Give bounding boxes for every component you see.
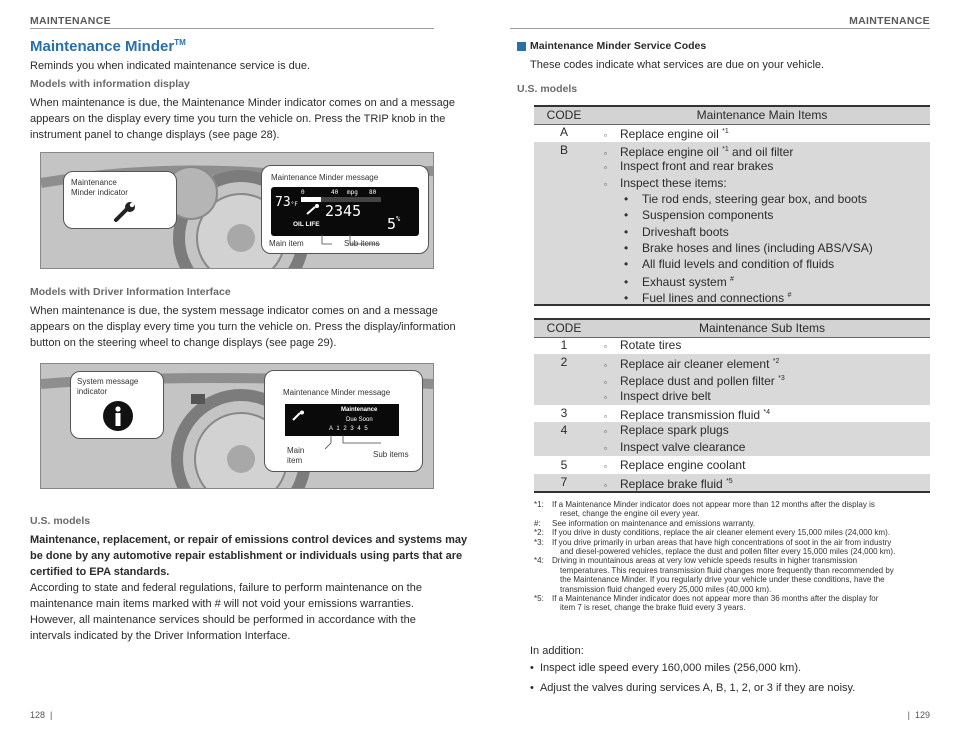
main-item-label: Main item <box>269 239 304 248</box>
regulations-paragraph: According to state and federal regulations, failure to perform maintenance on the maintenance main items marked with # will not void your emissions warranties. However, all maintenance services should be performed in accordance with the intervals indicated by the Driver Information Interface. <box>30 582 422 642</box>
wrench-icon <box>112 202 138 224</box>
maintenance-minder-message-callout <box>261 165 429 254</box>
main-table-col-items: Maintenance Main Items <box>696 108 828 122</box>
list-item: • Suspension components <box>624 208 774 222</box>
system-indicator-label: System message indicator <box>77 377 139 396</box>
maintenance-minder-indicator-callout <box>63 171 177 229</box>
maintenance-minder-message-callout-2 <box>264 370 423 472</box>
row-code: 2 <box>560 355 568 369</box>
list-item: ▫ Replace engine oil $^{*1}$ and oil filter <box>604 145 794 159</box>
list-item: ▫ Replace dust and pollen filter $^{*3}$ <box>604 374 785 388</box>
list-item: ▫ Replace brake fluid $^{*5}$ <box>604 477 733 491</box>
message-label-2: Maintenance Minder message <box>283 388 391 397</box>
right-header-rule <box>510 28 930 29</box>
left-header-rule <box>30 28 434 29</box>
odometer-readout: 2345 <box>325 202 362 220</box>
scale-left: 0 <box>301 189 305 196</box>
info-icon <box>102 400 134 432</box>
sub-table-col-code: CODE <box>546 321 582 335</box>
message-label: Maintenance Minder message <box>271 173 379 182</box>
row-code: 1 <box>560 338 568 352</box>
list-item: ▫ Inspect drive belt <box>604 389 711 403</box>
display-status: Due Soon <box>346 417 373 423</box>
footnote: *2: If you drive in dusty conditions, replace the air cleaner element every 15,000 miles (24,000 km). <box>534 528 890 538</box>
subheading-driver-info: Models with Driver Information Interface <box>30 286 231 298</box>
footnote: *1: If a Maintenance Minder indicator does not appear more than 12 months after the display is reset, change the engine oil every year. <box>534 500 875 519</box>
paragraph-driver-info: When maintenance is due, the system message indicator comes on and a message appears on the display every time you turn the vehicle on. Press the display/information button on the steering wheel to change displays (see page 29). <box>30 305 456 349</box>
oil-life-label: OIL LIFE <box>293 221 320 228</box>
emissions-paragraph: Maintenance, replacement, or repair of emissions control devices and systems may be done by any automotive repair establishment or individuals using parts that are certified to EPA standards. <box>30 534 468 578</box>
wrench-small-icon <box>305 204 321 216</box>
dashboard-figure-1 <box>40 152 434 269</box>
list-item: ▫ Rotate tires <box>604 338 682 352</box>
paragraph-info-display: When maintenance is due, the Maintenance Minder indicator comes on and a message appears on the display every time you turn the vehicle on. Press the TRIP knob in the instrument panel to change displays (see page 28). <box>30 97 455 141</box>
main-table-col-code: CODE <box>546 108 582 122</box>
scale-unit: mpg <box>347 189 358 196</box>
driver-info-screen <box>285 404 399 436</box>
subheading-us-models-right: U.S. models <box>517 83 578 95</box>
list-item: • Inspect idle speed every 160,000 miles (256,000 km). <box>530 662 802 674</box>
row-code: 4 <box>560 423 568 437</box>
oil-life-percent: 5% <box>387 215 401 233</box>
section-square-icon <box>517 42 526 51</box>
table-row <box>534 354 930 405</box>
in-addition-label: In addition: <box>530 645 584 657</box>
footnote: *3: If you drive primarily in urban areas that have high concentrations of soot in the air from industry and diesel-powered vehicles, replace the dust and pollen filter every 15,000 miles (24,000 km). <box>534 537 896 557</box>
in-addition-list <box>530 660 855 696</box>
section-description: These codes indicate what services are due on your vehicle. <box>530 59 825 71</box>
list-item: ▫ Replace air cleaner element $^{*2}$ <box>604 357 780 371</box>
page-title: Maintenance Minder™ <box>30 38 186 55</box>
right-header: MAINTENANCE <box>849 15 930 27</box>
sub-table-header <box>534 318 930 338</box>
table-row <box>534 337 930 354</box>
table-row <box>534 474 930 493</box>
system-message-indicator-callout <box>70 371 164 439</box>
indicator-label: Maintenance Minder indicator <box>71 178 128 197</box>
list-item: ▫ Inspect valve clearance <box>604 440 746 454</box>
list-item: ▫ Replace spark plugs <box>604 423 729 437</box>
section-title: Maintenance Minder Service Codes <box>530 40 707 52</box>
left-header: MAINTENANCE <box>30 15 111 27</box>
right-page-number: | 129 <box>907 710 930 720</box>
row-code: 7 <box>560 475 568 489</box>
list-item: • Brake hoses and lines (including ABS/VSA) <box>624 241 873 255</box>
main-table-header <box>534 105 930 125</box>
sub-table-col-items: Maintenance Sub Items <box>698 321 826 335</box>
list-item: ▫ Inspect these items: <box>604 176 727 190</box>
table-row <box>534 422 930 456</box>
row-code: 3 <box>560 406 568 420</box>
row-code: 5 <box>560 458 568 472</box>
temperature-readout: 73°F <box>275 195 298 210</box>
list-item: ▫ Replace engine oil $^{*1}$ <box>604 127 729 141</box>
footnote: *5: If a Maintenance Minder indicator does not appear more than 36 months after the display for item 7 is reset, change the brake fluid every 3 years. <box>534 594 879 613</box>
table-row <box>534 405 930 422</box>
row-code: A <box>559 125 568 139</box>
list-item: • All fluid levels and condition of fluids <box>624 257 835 271</box>
list-item: ▫ Replace engine coolant <box>604 458 746 472</box>
table-row <box>534 457 930 474</box>
display-codes: A 1 2 3 4 5 <box>329 426 369 432</box>
sub-items-label-2: Sub items <box>373 450 409 459</box>
sub-items-label: Sub items <box>344 239 380 248</box>
intro-text: Reminds you when indicated maintenance service is due. <box>30 60 311 72</box>
dashboard-figure-2 <box>40 363 434 489</box>
footnote: #: See information on maintenance and emissions warranty. <box>534 518 756 528</box>
display-title: Maintenance <box>341 407 378 413</box>
list-item: • Driveshaft boots <box>624 225 729 239</box>
subheading-info-display: Models with information display <box>30 78 190 90</box>
scale-right: 80 <box>369 189 377 196</box>
list-item: • Fuel lines and connections # <box>624 291 792 305</box>
list-item: • Tie rod ends, steering gear box, and boots <box>624 192 868 206</box>
left-page-number: 128 | <box>30 710 53 720</box>
subheading-us-models-left: U.S. models <box>30 515 91 527</box>
footnote: *4: Driving in mountainous areas at very low vehicle speeds results in higher transmission temperatures. This requires transmission fluid changes more frequently than recommended by the Maintenance Minder. If you regularly drive your vehicle under these conditions, have the transmission fluid changed every 25,000 miles (40,000 km). <box>534 556 894 594</box>
item-leader-lines-2 <box>325 435 385 451</box>
footnotes <box>534 500 930 613</box>
info-display-screen <box>271 187 419 236</box>
main-item-label-2: Main item <box>287 446 305 465</box>
row-code: B <box>559 143 568 157</box>
list-item: ▫ Inspect front and rear brakes <box>604 159 774 173</box>
list-item: • Adjust the valves during services A, B, 1, 2, or 3 if they are noisy. <box>530 682 856 694</box>
list-item: ▫ Replace transmission fluid $^{*4}$ <box>604 408 771 422</box>
scale-mid: 40 <box>331 189 339 196</box>
wrench-display-icon <box>291 410 305 422</box>
table-row <box>534 124 930 141</box>
table-row <box>534 142 930 306</box>
list-item: • Exhaust system # <box>624 275 734 289</box>
